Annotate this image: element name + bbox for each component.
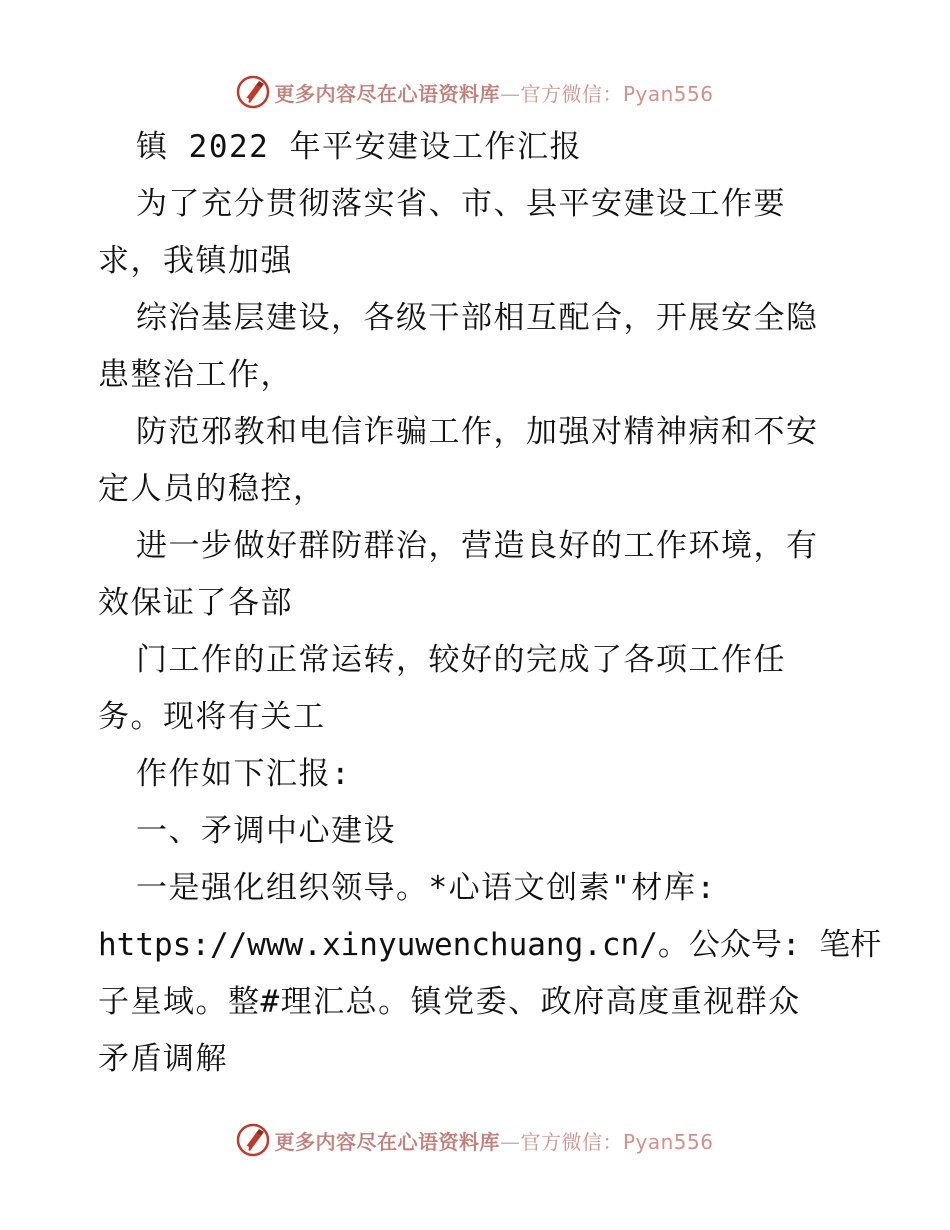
text-line: 矛盾调解 xyxy=(98,1041,228,1077)
text-line: 防范邪教和电信诈骗工作，加强对精神病和不安 xyxy=(136,414,819,450)
text-line: 门工作的正常运转，较好的完成了各项工作任 xyxy=(136,642,786,678)
watermark-main-text: 更多内容尽在心语资料库 xyxy=(274,1129,500,1154)
text-line: 为了充分贯彻落实省、市、县平安建设工作要 xyxy=(136,186,786,222)
footer-watermark-banner xyxy=(0,1120,950,1160)
text-line: 定人员的稳控， xyxy=(98,471,326,507)
text-line: 作作如下汇报: xyxy=(136,756,352,792)
watermark-sub-text: 官方微信：Pyan556 xyxy=(520,81,714,106)
watermark-text xyxy=(274,78,713,107)
watermark-sub-text: 官方微信：Pyan556 xyxy=(520,1129,714,1154)
section-heading: 一、矛调中心建设 xyxy=(136,813,396,849)
document-title: 镇 2022 年平安建设工作汇报 xyxy=(136,129,582,165)
watermark-separator: — xyxy=(499,81,521,106)
fountain-pen-logo-icon xyxy=(236,75,270,109)
text-line: 求，我镇加强 xyxy=(98,243,293,279)
watermark-main-text: 更多内容尽在心语资料库 xyxy=(274,81,500,106)
fountain-pen-logo-icon xyxy=(236,1123,270,1157)
header-watermark-banner xyxy=(0,72,950,112)
watermark-text xyxy=(274,1126,713,1155)
text-line-url: https://www.xinyuwenchuang.cn/。公众号: 笔杆 xyxy=(98,927,882,963)
text-line: 一是强化组织领导。*心语文创素"材库: xyxy=(136,870,717,906)
text-line: 子星域。整#理汇总。镇党委、政府高度重视群众 xyxy=(98,984,801,1020)
watermark-separator: — xyxy=(499,1129,521,1154)
text-line: 综治基层建设，各级干部相互配合，开展安全隐 xyxy=(136,300,819,336)
text-line: 效保证了各部 xyxy=(98,585,293,621)
text-line: 患整治工作， xyxy=(98,357,293,393)
text-line: 务。现将有关工 xyxy=(98,699,326,735)
text-line: 进一步做好群防群治，营造良好的工作环境，有 xyxy=(136,528,819,564)
